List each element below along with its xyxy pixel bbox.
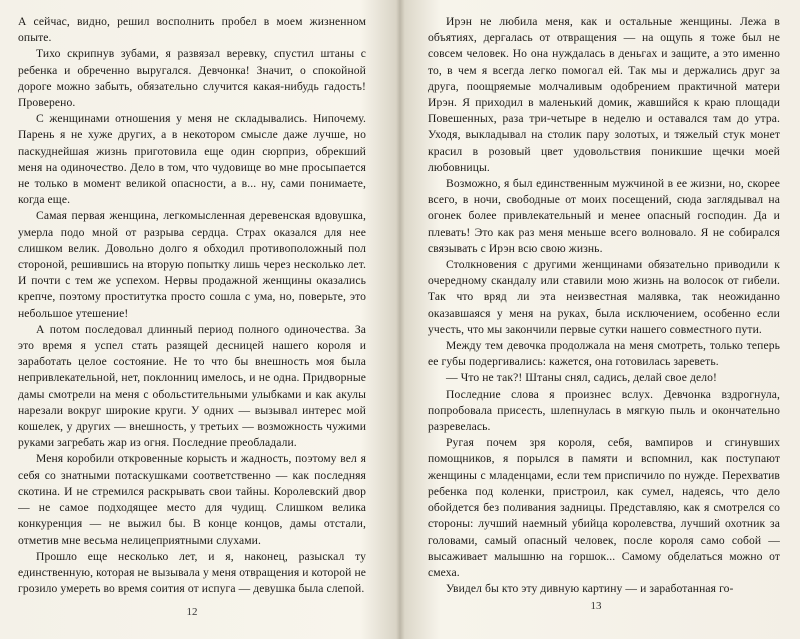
paragraph: А сейчас, видно, решил восполнить пробел в моем жизненном опыте. <box>18 15 366 45</box>
paragraph: Самая первая женщина, легкомысленная деревенская вдовушка, умерла подо мной от разрыва сердца. Страх оказался для нее слишком велик. Довольно долго я обходил противоположный пол стороной, решившись на вторую попытку лишь через несколько лет. И почти с тем же успехом. Нервы продажной женщины оказались крепче, поэтому проститутка просто сошла с ума, но, поверьте, это небольшое утешение! <box>18 209 366 320</box>
paragraph: Тихо скрипнув зубами, я развязал веревку, спустил штаны с ребенка и обреченно выругался. Девчонка! Значит, о спокойной дороге можно забыть, обязательно случится какая-нибудь гадость! Проверено. <box>18 47 366 110</box>
paragraph: Между тем девочка продолжала на меня смотреть, только теперь ее губы подергивались: кажется, она готовилась зареветь. <box>428 339 780 369</box>
paragraph: Столкновения с другими женщинами обязательно приводили к очередному скандалу или ставили мою жизнь на волосок от гибели. Так что вряд ли эта неизвестная малявка, так неожиданно оказавшаяся у меня на руках, была исключением, особенно если учесть, что мы закончили первые сутки нашего совместного пути. <box>428 258 780 336</box>
paragraph: Меня коробили откровенные корысть и жадность, поэтому вел я себя со знатными потаскушками соответственно — как последняя скотина. И не стремился раскрывать свои тайны. Королевский двор — не самое подходящее место для чудищ. Слишком велика конкуренция — не выжил бы. В конце концов, дамы отстали, отметив мне весьма нелицеприятными слухами. <box>18 452 366 547</box>
right-page <box>428 14 780 624</box>
page-number: 12 <box>186 606 198 618</box>
left-page <box>18 14 366 624</box>
paragraph: А потом последовал длинный период полного одиночества. За это время я успел стать разящей десницей нашего короля и заработать целое состояние. Не то что бы внешность моя была непривлекательной, нет, поклонниц имелось, и не одна. Придворные дамы смотрели на меня с обольстительными улыбками и как акулы нарезали вокруг широкие круги. У одних — вызывал интерес мой кошелек, у других — внешность, у третьих — возможность чужими руками загребать жар из огня. Последние преобладали. <box>18 322 366 450</box>
paragraph: Ирэн не любила меня, как и остальные женщины. Лежа в объятиях, дергалась от отвращения — на ощупь я тоже был не совсем человек. Но она нуждалась в деньгах и защите, а это именно то, в чем я всегда легко помогал ей. Так мы и держались друг за друга, поощряемые молчаливым одобрением практичной матери Ирэн. Я приходил в маленький домик, жавшийся к краю площади Повешенных, раза три-четыре в неделю и оставался там до утра. Уходя, выкладывал на столик пару золотых, и тяжелый стук монет красил в розовый цвет удовольствия поникшие щечки моей любовницы. <box>428 15 780 174</box>
paragraph: Прошло еще несколько лет, и я, наконец, разыскал ту единственную, которая не вызывала у меня отвращения и которой не грозило умереть во время соития от испуга — девушка была слепой. <box>18 549 366 596</box>
paragraph: Увидел бы кто эту дивную картину — и заработанная го- <box>446 582 734 596</box>
page-number: 13 <box>590 600 602 612</box>
paragraph: С женщинами отношения у меня не складывались. Нипочему. Парень я не хуже других, а в некотором смысле даже лучше, но паскуднейшая жизнь приготовила еще один сюрприз, обрекший меня на одиночество. Дело в том, что чудовище во мне просыпается не только в момент великой опасности, а в... ну, сами понимаете, когда еще. <box>18 112 366 207</box>
paragraph: Возможно, я был единственным мужчиной в ее жизни, но, скорее всего, в ночи, свободные от моих посещений, сюда заглядывал на огонек более привлекательный и менее опасный господин. Да и плевать! Это как раз меня меньше всего волновало. Я не собирался связывать с Ирэн всю свою жизнь. <box>428 177 780 255</box>
paragraph: Последние слова я произнес вслух. Девчонка вздрогнула, попробовала присесть, шлепнулась в мягкую пыль и окончательно разревелась. <box>428 387 780 434</box>
paragraph: — Что не так?! Штаны снял, садись, делай свое дело! <box>446 371 717 385</box>
paragraph: Ругая почем зря короля, себя, вампиров и сгинувших помощников, я порылся в памяти и вспомнил, как поступают женщины с младенцами, если тем приспичило по нужде. Перехватив ребенка под коленки, пристроил, как сумел, надеясь, что дело обойдется без поливания задницы. Представляю, как я смотрелся со стороны: лучший наемный убийца королевства, лучший охотник за головами, самый опасный человек, после короля само собой — высаживает малышню на горшок... Самому обделаться можно от смеха. <box>428 436 780 579</box>
